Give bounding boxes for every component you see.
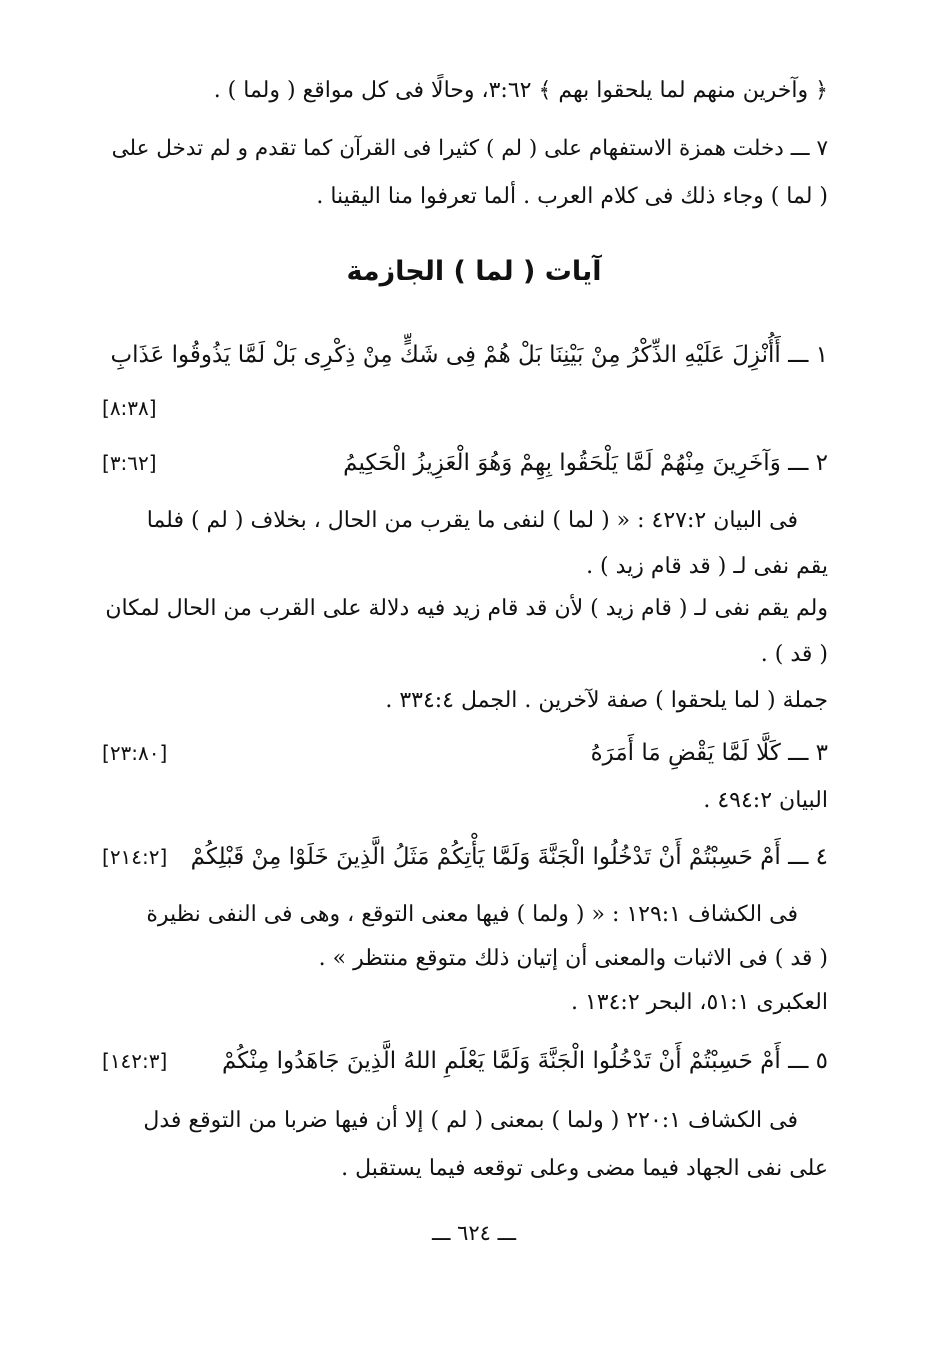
commentary-2-line-3: ولم يقم نفى لـ ( قام زيد ) لأن قد قام زيد فيه دلالة على القرب من الحال لمكان <box>105 596 828 621</box>
commentary-4-line-3: العكبرى ٥١:١، البحر ١٣٤:٢ . <box>570 990 828 1015</box>
verse-1: ١ ـــ أَأُنْزِلَ عَلَيْهِ الذِّكْرُ مِنْ بَيْنِنَا بَلْ هُمْ فِى شَكٍّ مِنْ ذِكْرِى بَلْ لَمَّا يَذُوقُوا عَذَابِ <box>110 342 828 368</box>
verse-5: ٥ ـــ أَمْ حَسِبْتُمْ أَنْ تَدْخُلُوا الْجَنَّةَ وَلَمَّا يَعْلَمِ اللهُ الَّذِينَ جَاهَدُوا مِنْكُمْ <box>222 1048 828 1074</box>
text-line-point-7: ٧ ـــ دخلت همزة الاستفهام على ( لم ) كثيرا فى القرآن كما تقدم و لم تدخل على <box>111 136 828 161</box>
commentary-5-line-2: على نفى الجهاد فيما مضى وعلى توقعه فيما يستقبل . <box>341 1156 828 1181</box>
commentary-4-line-2: ( قد ) فى الاثبات والمعنى أن إتيان ذلك متوقع منتظر » . <box>318 946 828 971</box>
verse-3: ٣ ـــ كَلَّا لَمَّا يَقْضِ مَا أَمَرَهُ <box>590 740 828 766</box>
commentary-5-line-1: فى الكشاف ٢٢٠:١ ( ولما ) بمعنى ( لم ) إلا أن فيها ضربا من التوقع فدل <box>143 1108 798 1133</box>
verse-4: ٤ ـــ أَمْ حَسِبْتُمْ أَنْ تَدْخُلُوا الْجَنَّةَ وَلَمَّا يَأْتِكُمْ مَثَلُ الَّذِينَ خَلَوْا مِنْ قَبْلِكُمْ <box>190 844 828 870</box>
verse-2: ٢ ـــ وَآخَرِينَ مِنْهُمْ لَمَّا يَلْحَقُوا بِهِمْ وَهُوَ الْعَزِيزُ الْحَكِيمُ <box>343 450 828 476</box>
verse-4-reference: [٢١٤:٢] <box>102 845 168 869</box>
verse-5-reference: [١٤٢:٣] <box>102 1049 168 1073</box>
verse-3-reference: [٢٣:٨٠] <box>102 741 168 765</box>
verse-1-reference: [٨:٣٨] <box>102 396 157 420</box>
commentary-4-line-1: فى الكشاف ١٢٩:١ : « ( ولما ) فيها معنى التوقع ، وهى فى النفى نظيرة <box>146 902 798 927</box>
commentary-2-line-4: ( قد ) . <box>760 642 828 667</box>
commentary-2-line-5: جملة ( لما يلحقوا ) صفة لآخرين . الجمل ٣٣٤:٤ . <box>385 688 828 713</box>
commentary-2-line-2: يقم نفى لـ ( قد قام زيد ) . <box>586 554 828 579</box>
verse-2-reference: [٣:٦٢] <box>102 451 157 475</box>
section-heading: آيات ( لما ) الجازمة <box>346 256 602 287</box>
page-number: ـــ ٦٢٤ ـــ <box>431 1221 517 1245</box>
commentary-2-line-1: فى البيان ٤٢٧:٢ : « ( لما ) لنفى ما يقرب من الحال ، بخلاف ( لم ) فلما <box>146 508 798 533</box>
text-line-1: ﴿ وآخرين منهم لما يلحقوا بهم ﴾ ٣:٦٢، وحالًا فى كل مواقع ( ولما ) . <box>213 78 828 103</box>
text-line-point-7-cont: ( لما ) وجاء ذلك فى كلام العرب . ألما تعرفوا منا اليقينا . <box>316 184 828 209</box>
commentary-3-line-1: البيان ٤٩٤:٢ . <box>703 788 828 813</box>
